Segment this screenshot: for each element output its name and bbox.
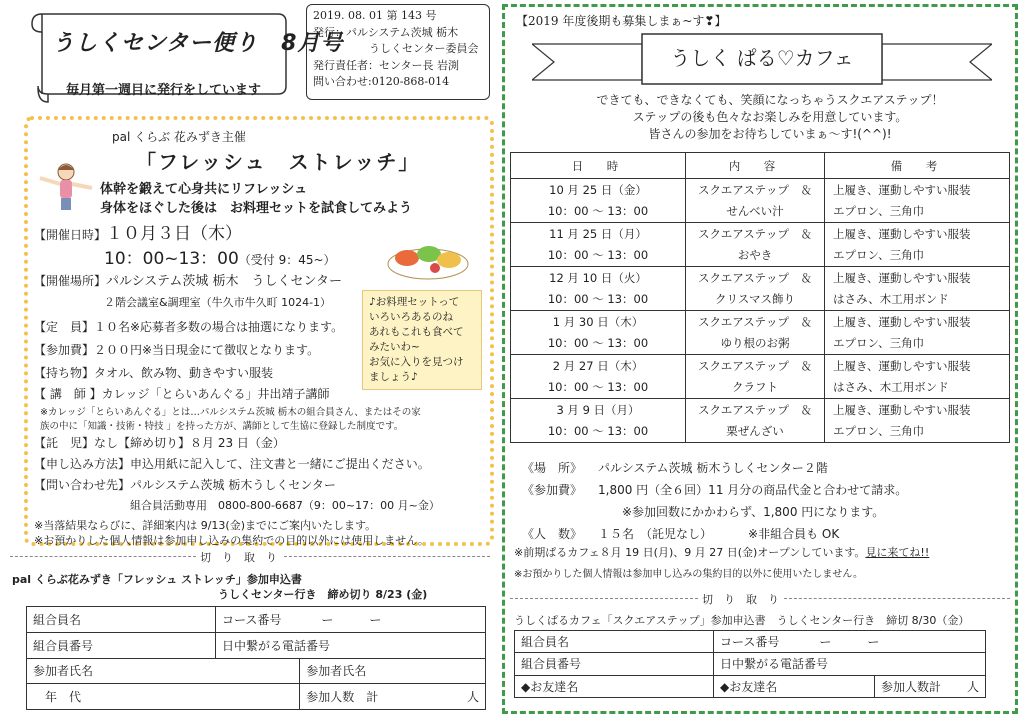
cafe-member-no-label: 組合員番号 — [521, 657, 582, 672]
recruit-heading: 【2019 年度後期も募集しまぁ~す❣】 — [516, 14, 727, 28]
privacy-note: ※お預かりした個人情報は参加申し込みの集約での目的以外には使用しません。 — [34, 534, 429, 547]
cafe-fee-note: ※参加回数にかかわらず、1,800 円になります。 — [622, 505, 885, 519]
participant-name-field-2[interactable] — [300, 658, 486, 684]
place-label: 【開催場所】 — [34, 274, 107, 288]
cut-label: 切 り 取 り — [200, 551, 277, 564]
schedule-row — [511, 223, 1010, 267]
friend-label-2: ◆お友達名 — [720, 679, 778, 694]
cafe-privacy-note: ※お預かりした個人情報は参加申し込みの集約目的以外に使用いたしません。 — [514, 569, 863, 580]
event-place-row — [34, 270, 342, 289]
participant-name-field-1[interactable] — [27, 658, 300, 684]
age-label: 年 代 — [45, 690, 82, 705]
schedule-datetime-line: 10 月 25 日（金） — [549, 182, 647, 197]
cafe-intro-3: 皆さんの参加をお待ちしていまぁ～す!(^^)! — [648, 127, 892, 141]
friend-name-field-2[interactable] — [714, 675, 875, 697]
bubble-line: お気に入りを見つけ — [369, 356, 464, 368]
course-no-label: コース番号 — [222, 612, 282, 627]
cafe-fee-row — [522, 479, 907, 501]
schedule-datetime-line: 12 月 10 日（火） — [549, 270, 647, 285]
result-note: ※当落結果ならびに、詳細案内は 9/13(金)までにご案内いたします。 — [34, 519, 377, 532]
schedule-notes-line: 上履き、運動しやすい服装 — [833, 358, 971, 373]
bring-row: 【持ち物】タオル、飲み物、動きやすい服装 — [34, 366, 274, 380]
schedule-datetime — [511, 355, 686, 399]
bubble-line: ♪お料理セットって — [369, 296, 460, 308]
event-lead-1: 体幹を鍛えて心身共にリフレッシュ — [100, 182, 308, 197]
cafe-count-field-label: 参加人数計 — [881, 679, 942, 694]
schedule-datetime — [511, 223, 686, 267]
schedule-datetime — [511, 311, 686, 355]
bubble-line: いろいろあるのね — [369, 311, 453, 323]
schedule-datetime-line: 11 月 25 日（月） — [549, 226, 647, 241]
right-cut-label: 切 り 取 り — [702, 593, 779, 606]
schedule-content — [686, 267, 825, 311]
schedule-notes — [825, 223, 1010, 267]
schedule-table — [510, 152, 1010, 443]
member-no-field[interactable] — [27, 632, 216, 658]
schedule-content-line: スクエアステップ ＆ — [697, 358, 813, 373]
schedule-datetime-line: 10：00 ～ 13：00 — [547, 247, 649, 262]
schedule-content — [686, 311, 825, 355]
phone-label: 日中繋がる電話番号 — [222, 638, 331, 653]
college-note-1: ※カレッジ「とらいあんぐる」とは…パルシステム茨城 栃木の組合員さん、またはその家 — [40, 407, 421, 418]
schedule-datetime-line: 10：00 ～ 13：00 — [547, 335, 649, 350]
schedule-row — [511, 179, 1010, 223]
friend-name-field-1[interactable] — [515, 675, 714, 697]
cafe-phone-label: 日中繋がる電話番号 — [720, 657, 829, 672]
right-application-form — [514, 630, 986, 698]
schedule-notes-line: エプロン、三角巾 — [833, 335, 925, 350]
schedule-content — [686, 355, 825, 399]
bubble-line: あれもこれも食べて — [369, 326, 464, 338]
col-header-notes: 備 考 — [825, 153, 1010, 179]
friend-label-1: ◆お友達名 — [521, 679, 579, 694]
schedule-datetime-line: 10：00 ～ 13：00 — [547, 203, 649, 218]
course-dash: ー ー — [321, 612, 382, 627]
inquiry-detail: 組合員活動専用 0800-800-6687（9：00~17：00 月~金） — [130, 499, 440, 512]
schedule-content-line: せんべい汁 — [726, 203, 784, 218]
contact-phone: 問い合わせ:0120-868-014 — [313, 75, 450, 88]
cut-line-right-a — [510, 598, 698, 599]
cafe-place-value: パルシステム茨城 栃木うしくセンター２階 — [598, 461, 828, 475]
reception-time: （受付 9：45~） — [238, 253, 336, 267]
place-value: パルシステム茨城 栃木 うしくセンター — [106, 274, 343, 289]
schedule-content-line: スクエアステップ ＆ — [697, 314, 813, 329]
schedule-datetime-line: 1 月 30 日（木） — [552, 314, 644, 329]
cafe-count-value: １５名 （託児なし） — [598, 527, 713, 541]
schedule-row — [511, 355, 1010, 399]
schedule-notes-line: はさみ、木工用ボンド — [833, 291, 949, 306]
cafe-count-row — [522, 523, 907, 545]
schedule-notes-line: エプロン、三角巾 — [833, 247, 925, 262]
childcare-row: 【託 児】なし【締め切り】８月 23 日（金） — [34, 436, 285, 450]
schedule-row — [511, 311, 1010, 355]
member-name-field[interactable] — [27, 607, 216, 633]
schedule-content-line: ゆり根のお粥 — [720, 335, 790, 350]
bubble-line: ましょう♪ — [369, 371, 418, 383]
cafe-fee-label: 《参加費》 — [522, 483, 583, 497]
event-lead-2: 身体をほぐした後は お料理セットを試食してみよう — [100, 201, 413, 216]
cafe-course-no-field[interactable] — [714, 631, 986, 653]
schedule-content-line: スクエアステップ ＆ — [697, 270, 813, 285]
lecturer-row: 【 講 師 】カレッジ「とらいあんぐる」井出靖子講師 — [34, 387, 330, 401]
event-organizer: pal くらぶ 花みずき主催 — [112, 130, 246, 144]
member-name-label: 組合員名 — [33, 612, 82, 627]
capacity-row: 【定 員】１０名※応募者多数の場合は抽選になります。 — [34, 320, 344, 334]
issue-number: 2019. 08. 01 第 143 号 — [313, 9, 437, 22]
schedule-datetime-line: 3 月 9 日（月） — [556, 402, 640, 417]
schedule-notes-line: はさみ、木工用ボンド — [833, 379, 949, 394]
cafe-place-label: 《場 所》 — [522, 461, 583, 475]
schedule-notes — [825, 311, 1010, 355]
cut-line-right-b — [784, 598, 1010, 599]
schedule-content — [686, 223, 825, 267]
schedule-notes — [825, 179, 1010, 223]
schedule-content-line: スクエアステップ ＆ — [697, 226, 813, 241]
schedule-datetime-line: 2 月 27 日（木） — [552, 358, 644, 373]
cafe-place-row — [522, 457, 907, 479]
schedule-content-line: おやき — [737, 247, 773, 262]
cut-line-right — [284, 556, 490, 557]
place-detail: ２階会議室&調理室（牛久市牛久町 1024-1） — [104, 296, 332, 309]
schedule-notes-line: 上履き、運動しやすい服装 — [833, 226, 971, 241]
cafe-intro — [560, 92, 980, 143]
schedule-content-line: スクエアステップ ＆ — [697, 182, 813, 197]
participant-label-1: 参加者氏名 — [33, 664, 94, 679]
publisher-line-1: 発行：パルシステム茨城 栃木 — [313, 25, 459, 39]
course-no-field[interactable] — [216, 607, 486, 633]
bubble-line: みたいわ~ — [369, 341, 420, 353]
left-form-subheading: うしくセンター行き 締め切り 8/23 (金) — [218, 588, 428, 601]
left-application-form — [26, 606, 486, 710]
inquiry-row: 【問い合わせ先】パルシステム茨城 栃木うしくセンター — [34, 478, 336, 492]
schedule-content-line: スクエアステップ ＆ — [697, 402, 813, 417]
schedule-content-line: クラフト — [732, 379, 778, 394]
cafe-phone-field[interactable] — [714, 653, 986, 675]
schedule-notes-line: 上履き、運動しやすい服装 — [833, 402, 971, 417]
early-note-emphasis: 見に来てね!! — [865, 546, 930, 559]
schedule-notes-line: 上履き、運動しやすい服装 — [833, 314, 971, 329]
schedule-datetime — [511, 267, 686, 311]
cafe-info — [522, 457, 907, 545]
cafe-fee-value: 1,800 円（全６回）11 月分の商品代金と合わせて請求。 — [598, 483, 908, 497]
cut-line-left — [10, 556, 196, 557]
right-form-heading: うしくぱるカフェ「スクエアステップ」参加申込書 うしくセンター行き 締切 8/30（金） — [514, 614, 970, 627]
issue-info-box — [306, 4, 490, 100]
schedule-notes-line: 上履き、運動しやすい服装 — [833, 270, 971, 285]
stretching-woman-illustration — [36, 162, 96, 212]
count-unit: 人 — [466, 690, 479, 705]
date-label: 【開催日時】 — [34, 228, 107, 242]
cafe-intro-2: ステップの後も色々なお楽しみを用意しています。 — [632, 110, 908, 124]
left-form-heading: pal くらぶ花みずき「フレッシュ ストレッチ」参加申込書 — [12, 573, 302, 586]
cafe-member-name-label: 組合員名 — [521, 635, 570, 650]
cafe-title: うしく ぱる♡カフェ — [670, 46, 854, 70]
schedule-row — [511, 399, 1010, 443]
early-cafe-note — [514, 544, 929, 560]
schedule-datetime — [511, 179, 686, 223]
newsletter-title: うしくセンター便り 8月号 — [52, 31, 344, 56]
date-value: １０月３日（木） — [106, 224, 243, 244]
cafe-count-label: 《人 数》 — [522, 527, 583, 541]
time-value: 10：00~13：00 — [104, 249, 239, 269]
cafe-member-no-field[interactable] — [515, 653, 714, 675]
participant-label-2: 参加者氏名 — [306, 664, 367, 679]
speech-bubble-note — [362, 290, 482, 390]
schedule-content — [686, 179, 825, 223]
college-note-2: 族の中に「知識・技術・特技 」を持った方が、講師として生協に登録した制度です。 — [40, 421, 404, 432]
event-date-row — [34, 219, 242, 244]
schedule-notes-line: 上履き、運動しやすい服装 — [833, 182, 971, 197]
schedule-notes — [825, 267, 1010, 311]
early-note-text: ※前期ぱるカフェ８月 19 日(月)、9 月 27 日(金)オープンしています。 — [514, 546, 866, 559]
col-header-datetime: 日 時 — [511, 153, 686, 179]
schedule-datetime — [511, 399, 686, 443]
cafe-count-field[interactable] — [875, 675, 986, 697]
count-label: 参加人数 計 — [306, 690, 379, 705]
schedule-notes-line: エプロン、三角巾 — [833, 203, 925, 218]
event-title: 「フレッシュ ストレッチ」 — [136, 150, 421, 174]
schedule-notes-line: エプロン、三角巾 — [833, 423, 925, 438]
event-time-row — [104, 244, 336, 269]
col-header-content: 内 容 — [686, 153, 825, 179]
schedule-datetime-line: 10：00 ～ 13：00 — [547, 379, 649, 394]
schedule-datetime-line: 10：00 ～ 13：00 — [547, 291, 649, 306]
newsletter-subtitle: 毎月第一週目に発行をしています — [66, 83, 262, 98]
fee-row: 【参加費】２００円※当日現金にて徴収となります。 — [34, 343, 320, 357]
publisher-line-2: うしくセンター委員会 — [369, 42, 479, 55]
food-plate-illustration — [385, 234, 471, 282]
responsible-person: 発行責任者：センター長 岩渕 — [313, 58, 460, 72]
phone-field[interactable] — [216, 632, 486, 658]
cafe-intro-1: できても、できなくても、笑顔になっちゃうスクエアステップ！ — [596, 93, 944, 107]
schedule-content-line: 栗ぜんざい — [726, 423, 784, 438]
cafe-count-note: ※非組合員も OK — [748, 527, 840, 541]
cafe-course-no-label: コース番号 — [720, 635, 780, 650]
member-no-label: 組合員番号 — [33, 638, 94, 653]
age-field[interactable] — [27, 684, 300, 710]
cafe-course-dash: ー ー — [819, 635, 880, 650]
apply-row: 【申し込み方法】申込用紙に記入して、注文書と一緒にご提出ください。 — [34, 457, 430, 471]
schedule-notes — [825, 355, 1010, 399]
schedule-datetime-line: 10：00 ～ 13：00 — [547, 423, 649, 438]
schedule-content — [686, 399, 825, 443]
schedule-row — [511, 267, 1010, 311]
schedule-content-line: クリスマス飾り — [714, 291, 796, 306]
cafe-count-unit: 人 — [966, 679, 979, 694]
cafe-member-name-field[interactable] — [515, 631, 714, 653]
schedule-notes — [825, 399, 1010, 443]
participant-count-field[interactable] — [300, 684, 486, 710]
